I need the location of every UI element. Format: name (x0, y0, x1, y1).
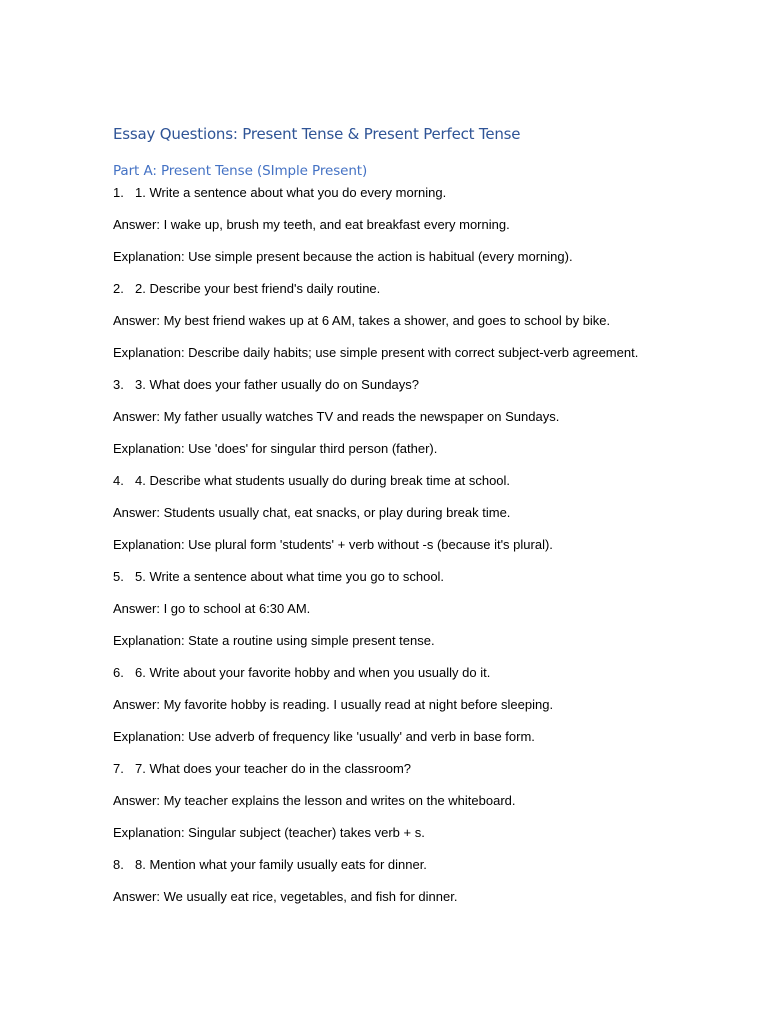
question-number: 3. (113, 377, 124, 392)
question-item (113, 280, 658, 298)
question-number: 1. (113, 185, 124, 200)
question-number: 2. (113, 281, 124, 296)
explanation-text: Explanation: Use adverb of frequency like 'usually' and verb in base form. (113, 729, 535, 744)
question-number: 5. (113, 569, 124, 584)
answer-text: Answer: I go to school at 6:30 AM. (113, 601, 311, 616)
answer-text: Answer: My best friend wakes up at 6 AM, takes a shower, and goes to school by bike. (113, 313, 611, 328)
question-text: 4. Describe what students usually do during break time at school. (135, 473, 511, 488)
question-text: 7. What does your teacher do in the classroom? (135, 761, 412, 776)
answer-text: Answer: We usually eat rice, vegetables, and fish for dinner. (113, 889, 458, 904)
question-item (113, 568, 658, 586)
question-item (113, 376, 658, 394)
question-text: 1. Write a sentence about what you do every morning. (135, 185, 447, 200)
question-text: 8. Mention what your family usually eats for dinner. (135, 857, 427, 872)
section-heading-part-a: Part A: Present Tense (SImple Present) (113, 163, 368, 179)
question-item (113, 664, 658, 682)
explanation-text: Explanation: Use plural form 'students' + verb without -s (because it's plural). (113, 537, 553, 552)
question-text: 5. Write a sentence about what time you go to school. (135, 569, 445, 584)
answer-text: Answer: Students usually chat, eat snacks, or play during break time. (113, 505, 511, 520)
answer-text: Answer: My teacher explains the lesson and writes on the whiteboard. (113, 793, 516, 808)
explanation-text: Explanation: Use simple present because the action is habitual (every morning). (113, 249, 573, 264)
answer-text: Answer: My favorite hobby is reading. I usually read at night before sleeping. (113, 697, 554, 712)
question-number: 4. (113, 473, 124, 488)
question-item (113, 760, 658, 778)
question-number: 6. (113, 665, 124, 680)
answer-text: Answer: My father usually watches TV and reads the newspaper on Sundays. (113, 409, 560, 424)
question-text: 6. Write about your favorite hobby and when you usually do it. (135, 665, 491, 680)
question-item (113, 184, 658, 202)
explanation-text: Explanation: Describe daily habits; use simple present with correct subject-verb agreement. (113, 345, 639, 360)
explanation-text: Explanation: State a routine using simple present tense. (113, 633, 435, 648)
explanation-text: Explanation: Use 'does' for singular third person (father). (113, 441, 438, 456)
explanation-text: Explanation: Singular subject (teacher) takes verb + s. (113, 825, 425, 840)
answer-text: Answer: I wake up, brush my teeth, and eat breakfast every morning. (113, 217, 510, 232)
question-item (113, 856, 658, 874)
question-text: 3. What does your father usually do on Sundays? (135, 377, 420, 392)
question-text: 2. Describe your best friend's daily routine. (135, 281, 381, 296)
question-item (113, 472, 658, 490)
question-number: 8. (113, 857, 124, 872)
question-list (113, 184, 658, 906)
document-title: Essay Questions: Present Tense & Present Perfect Tense (113, 125, 521, 143)
question-number: 7. (113, 761, 124, 776)
